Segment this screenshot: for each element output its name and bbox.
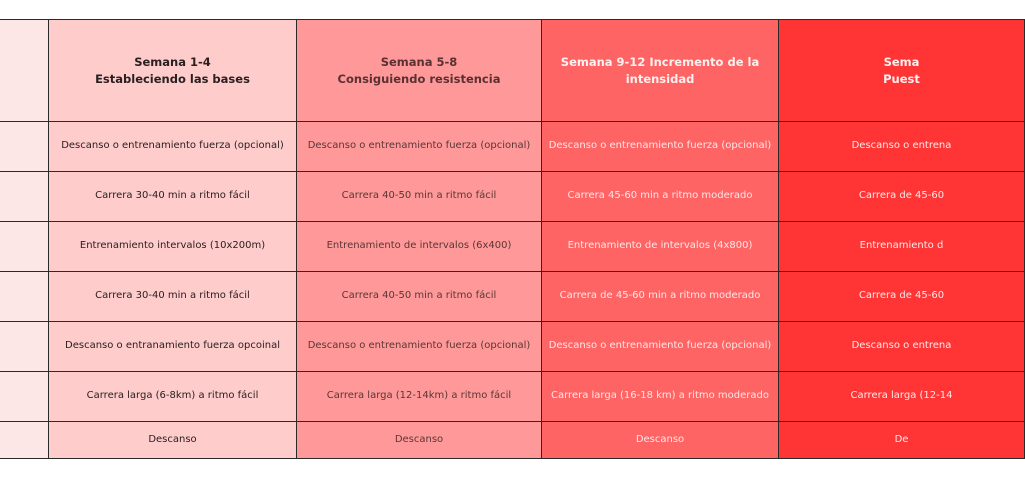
day-cell	[0, 272, 49, 322]
session-cell: Carrera larga (12-14	[779, 372, 1025, 422]
session-cell: Entrenamiento de intervalos (6x400)	[297, 222, 542, 272]
session-cell: Carrera larga (16-18 km) a ritmo moderado	[542, 372, 779, 422]
day-cell	[0, 372, 49, 422]
day-cell	[0, 222, 49, 272]
day-cell	[0, 422, 49, 459]
session-cell: Carrera 30-40 min a ritmo fácil	[49, 172, 297, 222]
session-cell: Carrera de 45-60	[779, 272, 1025, 322]
session-cell: Descanso	[49, 422, 297, 459]
header-cell-week-1-4	[49, 20, 297, 122]
session-cell: Descanso o entranamiento fuerza opcoinal	[49, 322, 297, 372]
session-cell: Descanso o entrenamiento fuerza (opcional)	[297, 322, 542, 372]
session-cell: Carrera 40-50 min a ritmo fácil	[297, 272, 542, 322]
session-cell: Descanso	[297, 422, 542, 459]
session-cell: Carrera 30-40 min a ritmo fácil	[49, 272, 297, 322]
session-cell: Entrenamiento d	[779, 222, 1025, 272]
day-cell	[0, 122, 49, 172]
header-cell-week-5-8	[297, 20, 542, 122]
table-row	[0, 322, 1025, 372]
session-cell: Descanso o entrenamiento fuerza (opcional)	[297, 122, 542, 172]
session-cell: Descanso o entrenamiento fuerza (opcional)	[542, 322, 779, 372]
table-row	[0, 172, 1025, 222]
session-cell: Entrenamiento intervalos (10x200m)	[49, 222, 297, 272]
session-cell: Carrera larga (12-14km) a ritmo fácil	[297, 372, 542, 422]
session-cell: Descanso o entrena	[779, 322, 1025, 372]
session-cell: Descanso o entrenamiento fuerza (opcional)	[542, 122, 779, 172]
session-cell: Carrera 45-60 min a ritmo moderado	[542, 172, 779, 222]
header-phase-name: intensidad	[625, 71, 695, 86]
header-phase-name: Consiguiendo resistencia	[337, 71, 501, 86]
header-cell-day	[0, 20, 49, 122]
header-week-range: Semana 9-12 Incremento de la	[560, 54, 760, 69]
header-cell-week-9-12	[542, 20, 779, 122]
session-cell: Descanso	[542, 422, 779, 459]
header-row	[0, 20, 1025, 122]
header-cell-week-13	[779, 20, 1025, 122]
header-week-range: Semana 1-4	[134, 54, 211, 69]
header-week-range: Semana 5-8	[380, 54, 458, 69]
header-phase-name: Estableciendo las bases	[95, 71, 250, 86]
session-cell: Descanso o entrena	[779, 122, 1025, 172]
day-cell	[0, 172, 49, 222]
header-week-range: Sema	[883, 54, 920, 69]
training-plan-table	[0, 19, 1025, 459]
table-row	[0, 372, 1025, 422]
table-row	[0, 222, 1025, 272]
session-cell: De	[779, 422, 1025, 459]
table-row	[0, 422, 1025, 459]
session-cell: Entrenamiento de intervalos (4x800)	[542, 222, 779, 272]
session-cell: Carrera larga (6-8km) a ritmo fácil	[49, 372, 297, 422]
day-cell	[0, 322, 49, 372]
session-cell: Descanso o entrenamiento fuerza (opcional)	[49, 122, 297, 172]
session-cell: Carrera de 45-60 min a ritmo moderado	[542, 272, 779, 322]
header-phase-name: Puest	[883, 71, 920, 86]
table-row	[0, 272, 1025, 322]
table-row	[0, 122, 1025, 172]
session-cell: Carrera 40-50 min a ritmo fácil	[297, 172, 542, 222]
session-cell: Carrera de 45-60	[779, 172, 1025, 222]
